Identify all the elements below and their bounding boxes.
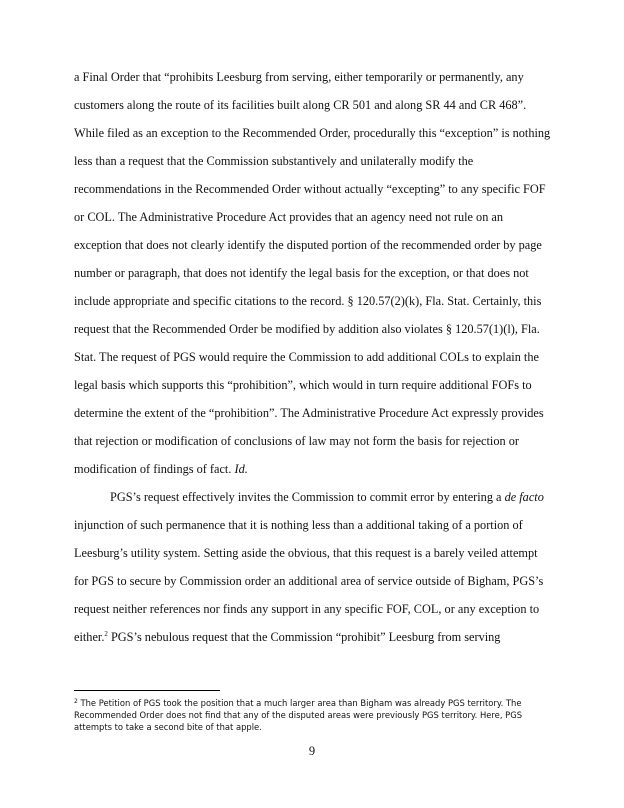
body-line: number or paragraph, that does not identify the legal basis for the exception, or that does not (74, 266, 529, 280)
body-line (74, 462, 554, 476)
body-line: exception that does not clearly identify the disputed portion of the recommended order by page (74, 238, 542, 252)
body-line: Stat. The request of PGS would require the Commission to add additional COLs to explain the (74, 350, 539, 364)
body-line: recommendations in the Recommended Order without actually “excepting” to any specific FOF (74, 182, 546, 196)
body-line: injunction of such permanence that it is nothing less than a additional taking of a portion of (74, 518, 523, 532)
footnote-reference[interactable]: 2 (104, 630, 108, 638)
body-line: customers along the route of its facilities built along CR 501 and along SR 44 and CR 468”. (74, 98, 527, 112)
body-line (74, 630, 554, 644)
body-text: PGS’s nebulous request that the Commission “prohibit” Leesburg from serving (107, 630, 501, 644)
body-line: request that the Recommended Order be modified by addition also violates § 120.57(1)(l), Fla. (74, 322, 540, 336)
footnote-line: attempts to take a second bite of that apple. (74, 722, 262, 732)
body-text: modification of findings of fact. (74, 462, 235, 476)
latin-term: de facto (504, 490, 544, 504)
body-line: legal basis which supports this “prohibition”, which would in turn require additional FOFs to (74, 378, 532, 392)
body-line: a Final Order that “prohibits Leesburg from serving, either temporarily or permanently, any (74, 70, 524, 84)
footnote-marker: 2 (74, 698, 78, 705)
body-line: or COL. The Administrative Procedure Act provides that an agency need not rule on an (74, 210, 504, 224)
body-line: determine the extent of the “prohibition”. The Administrative Procedure Act expressly provides (74, 406, 544, 420)
footnote-line (74, 698, 554, 709)
body-line: While filed as an exception to the Recommended Order, procedurally this “exception” is nothing (74, 126, 551, 140)
body-line: that rejection or modification of conclusions of law may not form the basis for rejection or (74, 434, 519, 448)
body-line: request neither references nor finds any support in any specific FOF, COL, or any exception to (74, 602, 540, 616)
body-text: either. (74, 630, 105, 644)
body-line-indented (110, 490, 590, 504)
body-text: PGS’s request effectively invites the Commission to commit error by entering a (110, 490, 505, 504)
body-line: for PGS to secure by Commission order an additional area of service outside of Bigham, PGS’s (74, 574, 544, 588)
body-line: include appropriate and specific citations to the record. § 120.57(2)(k), Fla. Stat. Certainly, this (74, 294, 542, 308)
footnote-text: The Petition of PGS took the position that a much larger area than Bigham was already PGS territory. The (77, 698, 522, 708)
page-number: 9 (308, 744, 316, 758)
footnote-separator (74, 690, 220, 691)
body-line: less than a request that the Commission substantively and unilaterally modify the (74, 154, 474, 168)
footnote-line: Recommended Order does not find that any of the disputed areas were previously PGS territory. Here, PGS (74, 710, 523, 720)
body-line: Leesburg’s utility system. Setting aside the obvious, that this request is a barely veiled attempt (74, 546, 538, 560)
citation-id: Id. (234, 462, 248, 476)
